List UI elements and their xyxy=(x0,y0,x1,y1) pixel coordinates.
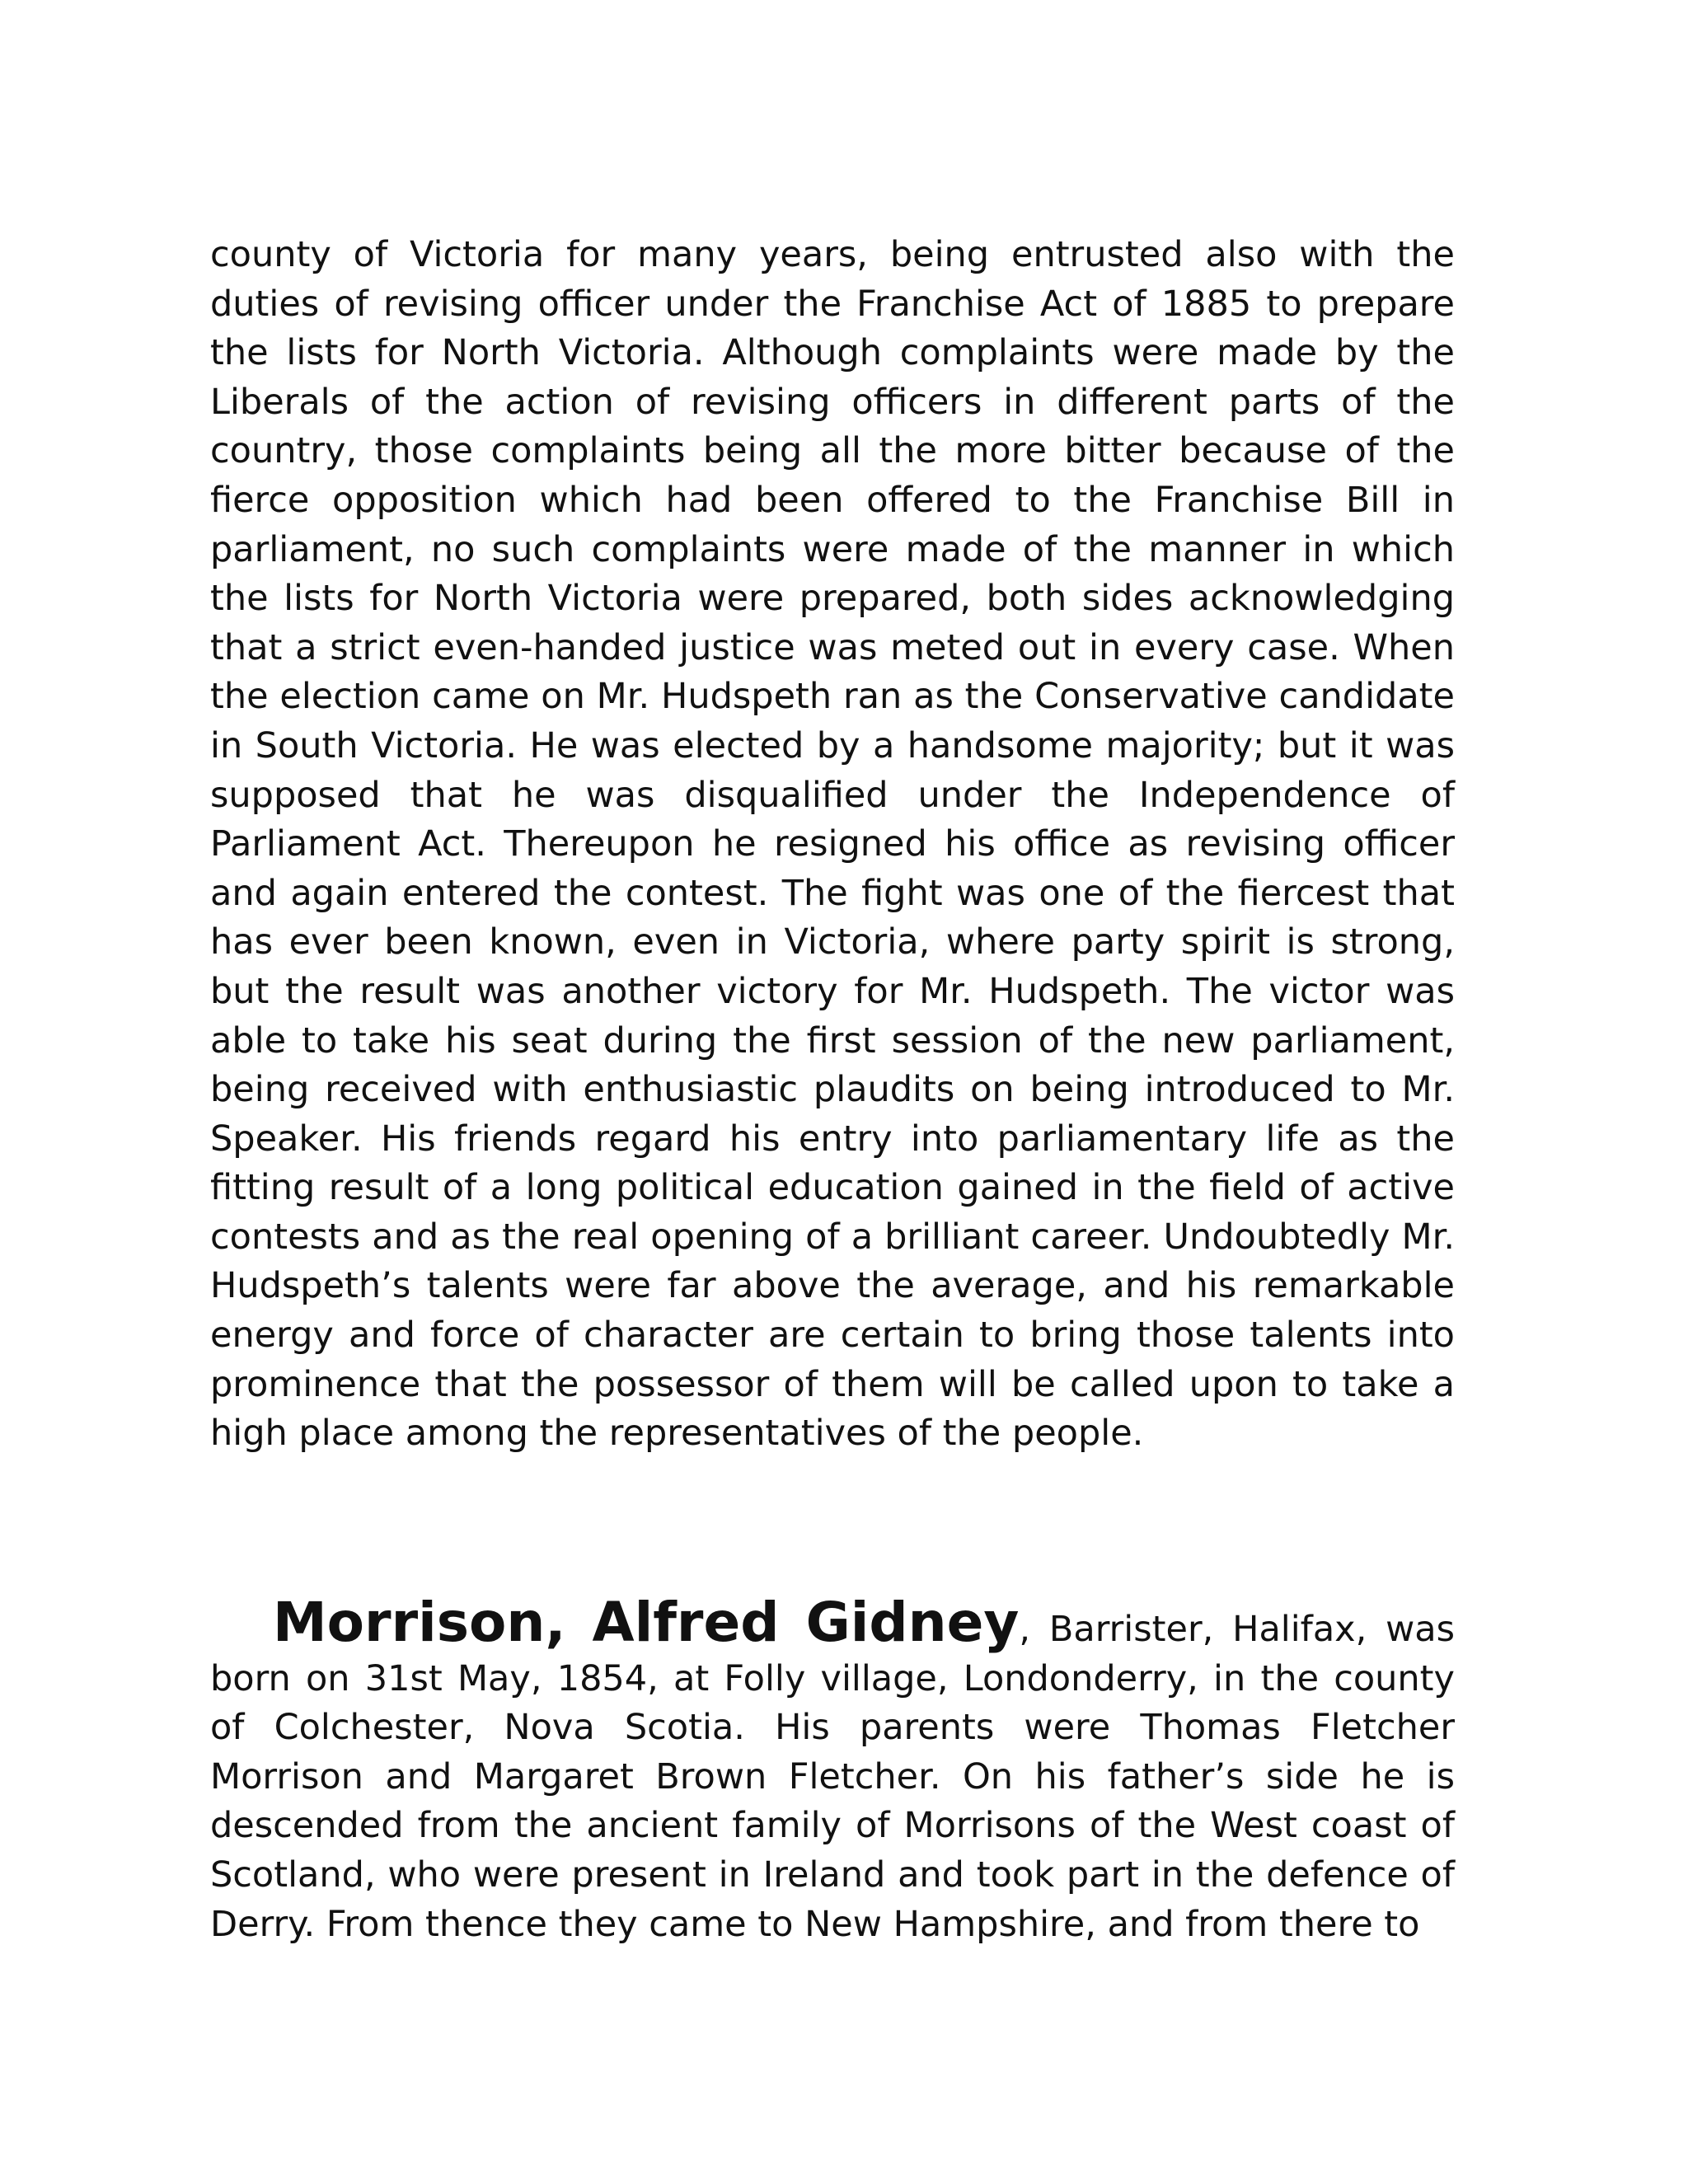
continued-paragraph: county of Victoria for many years, being entrusted also with the duties of revising officer under the Franchise Act of 1885 to prepare the lists for North Victoria. Although complaints were made by the Liberals of the action of revising officers in different parts of the country, those complaints being all the more bitter because of the fierce opposition which had been offered to the Franchise Bill in parliament, no such complaints were made of the manner in which the lists for North Victoria were prepared, both sides acknowledging that a strict even-handed justice was meted out in every case. When the election came on Mr. Hudspeth ran as the Conservative candidate in South Victoria. He was elected by a handsome majority; but it was supposed that he was disqualified under the Independence of Parliament Act. Thereupon he resigned his office as revising officer and again entered the contest. The fight was one of the fiercest that has ever been known, even in Victoria, where party spirit is strong, but the result was another victory for Mr. Hudspeth. The victor was able to take his seat during the first session of the new parliament, being received with enthusiastic plaudits on being introduced to Mr. Speaker. His friends regard his entry into parliamentary life as the fitting result of a long political education gained in the field of active contests and as the real opening of a brilliant career. Undoubtedly Mr. Hudspeth’s talents were far above the average, and his remarkable energy and force of character are certain to bring those talents into prominence that the possessor of them will be called upon to take a high place among the representatives of the people. xyxy=(210,234,1455,1455)
entry-name-heading: Morrison, Alfred Gidney xyxy=(273,1591,1020,1654)
biography-entry xyxy=(210,1591,1455,1949)
entry-body-text: , Barrister, Halifax, was born on 31st May, 1854, at Folly village, Londonderry, in the county of Colchester, Nova Scotia. His parents were Thomas Fletcher Morrison and Margaret Brown Fletcher. On his father’s side he is descended from the ancient family of Morrisons of the West coast of Scotland, who were present in Ireland and took part in the defence of Derry. From thence they came to New Hampshire, and from there to xyxy=(210,1609,1455,1945)
